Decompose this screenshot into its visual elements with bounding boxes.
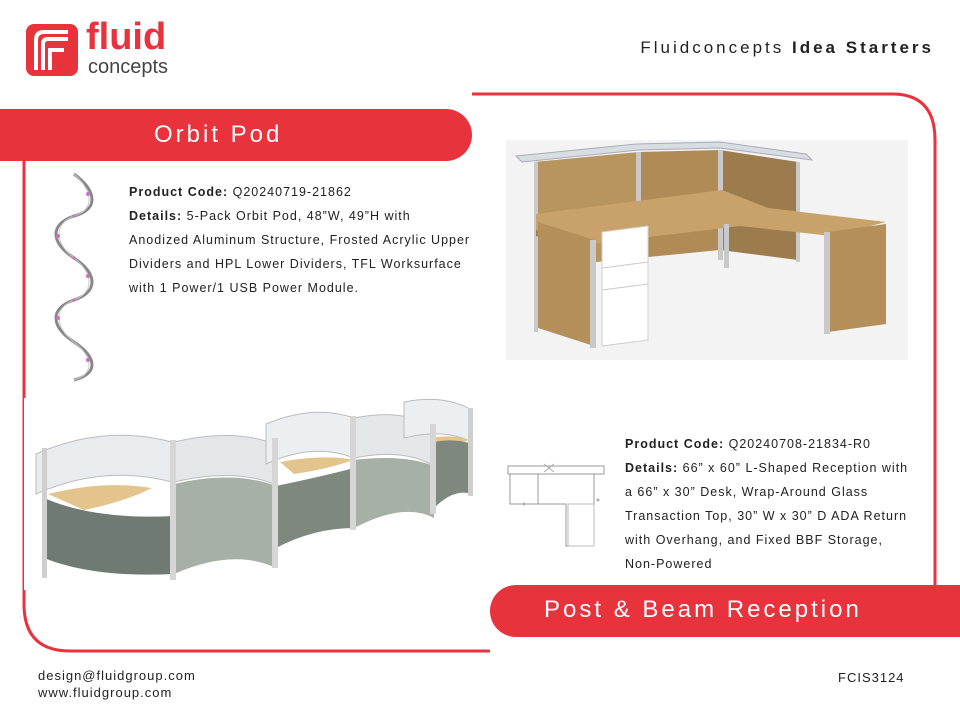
orbit-details-value: 5-Pack Orbit Pod, 48”W, 49”H with Anodized Aluminum Structure, Frosted Acrylic Upper Dividers and HPL Lower Dividers, TFL Worksurface with 1 Power/1 USB Power Module.	[129, 209, 471, 295]
reception-code-line	[625, 432, 917, 456]
orbit-code-value: Q20240719-21862	[232, 185, 352, 199]
fluid-logo-mark-icon	[24, 22, 80, 78]
footer-doc-code: FCIS3124	[838, 670, 905, 685]
reception-code-value: Q20240708-21834-R0	[728, 437, 871, 451]
reception-details-line	[625, 456, 917, 576]
logo-sub: concepts	[88, 56, 169, 78]
post-beam-reception-banner	[490, 585, 960, 637]
fluid-concepts-logo	[24, 18, 184, 80]
orbit-code-line	[129, 180, 471, 204]
orbit-details-line	[129, 204, 471, 300]
orbit-pod-plan-drawing	[50, 170, 100, 382]
reception-desk-photo	[506, 140, 908, 360]
reception-details	[625, 432, 917, 576]
reception-details-label: Details:	[625, 461, 679, 475]
tagline-regular: Fluidconcepts	[640, 38, 792, 57]
header-tagline	[640, 38, 934, 58]
orbit-pod-title: Orbit Pod	[154, 121, 283, 148]
footer-website: www.fluidgroup.com	[38, 685, 173, 700]
reception-code-label: Product Code:	[625, 437, 725, 451]
reception-details-value: 66” x 60” L-Shaped Reception with a 66” x 30” Desk, Wrap-Around Glass Transaction Top, 30” W x 30” D ADA Return with Overhang, and Fixed BBF Storage, Non-Powered	[625, 461, 909, 571]
post-beam-reception-title: Post & Beam Reception	[544, 596, 862, 623]
orbit-details-label: Details:	[129, 209, 183, 223]
orbit-pod-photo	[24, 398, 482, 590]
tagline-bold: Idea Starters	[792, 38, 934, 57]
orbit-pod-banner	[0, 109, 472, 161]
footer-email: design@fluidgroup.com	[38, 668, 196, 683]
orbit-pod-details	[129, 180, 471, 300]
orbit-code-label: Product Code:	[129, 185, 229, 199]
logo-word: fluid	[86, 16, 167, 58]
reception-plan-drawing	[504, 460, 608, 552]
